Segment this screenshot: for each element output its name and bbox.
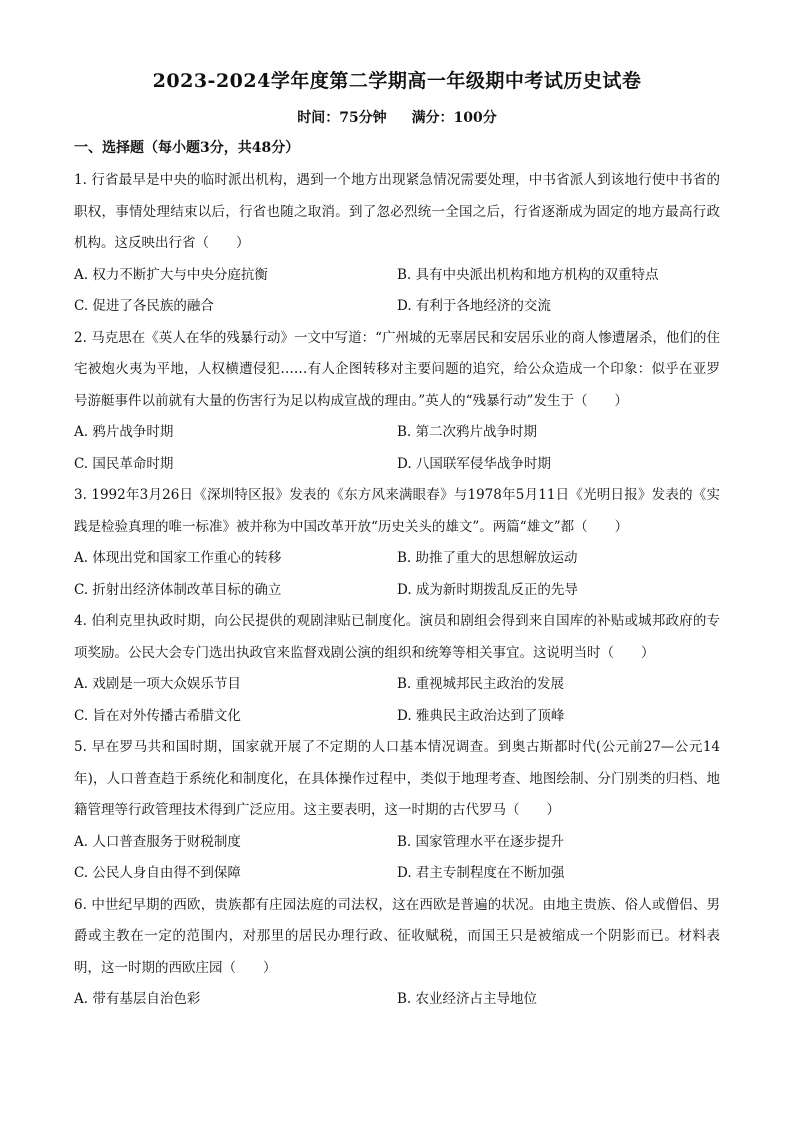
option-d: D. 八国联军侵华战争时期 bbox=[397, 455, 551, 472]
option-list bbox=[74, 417, 720, 480]
question-1 bbox=[74, 165, 720, 323]
question-stem: 3. 1992年3月26日《深圳特区报》发表的《东方风来满眼春》与1978年5月11日《光明日报》发表的《实践是检验真理的唯一标准》被并称为中国改革开放“历史关头的雄文”。两篇“雄文”都（ ） bbox=[74, 487, 720, 535]
option-c: C. 国民革命时期 bbox=[74, 455, 174, 472]
option-list bbox=[74, 827, 720, 890]
exam-info bbox=[74, 107, 720, 127]
option-d: D. 君主专制程度在不断加强 bbox=[397, 865, 565, 881]
question-stem: 2. 马克思在《英人在华的残暴行动》一文中写道：“广州城的无辜居民和安居乐业的商人惨遭屠杀，他们的住宅被炮火夷为平地，人权横遭侵犯……有人企图转移对主要问题的追究，给公众造成一个印象：似乎在亚罗号游艇事件以前就有大量的伤害行为足以构成宣战的理由。”英人的“残暴行动”发生于（ ） bbox=[74, 329, 720, 409]
option-c: C. 旨在对外传播古希腊文化 bbox=[74, 707, 241, 724]
option-b: B. 农业经济占主导地位 bbox=[397, 991, 538, 1007]
option-b: B. 具有中央派出机构和地方机构的双重特点 bbox=[397, 266, 659, 283]
question-2 bbox=[74, 323, 720, 481]
question-6 bbox=[74, 890, 720, 1016]
option-list bbox=[74, 260, 720, 323]
score-label: 满分：100分 bbox=[411, 110, 497, 126]
exam-title: 2023-2024学年度第二学期高一年级期中考试历史试卷 bbox=[152, 70, 642, 92]
option-b: B. 助推了重大的思想解放运动 bbox=[397, 550, 578, 566]
question-stem: 4. 伯利克里执政时期，向公民提供的观剧津贴已制度化。演员和剧组会得到来自国库的补贴或城邦政府的专项奖励。公民大会专门选出执政官来监督戏剧公演的组织和统筹等相关事宜。这说明当时（ ） bbox=[74, 613, 720, 661]
option-b: B. 重视城邦民主政治的发展 bbox=[397, 676, 565, 692]
option-a: A. 带有基层自治色彩 bbox=[74, 991, 201, 1007]
option-list bbox=[74, 543, 720, 606]
option-d: D. 有利于各地经济的交流 bbox=[397, 298, 551, 314]
question-stem: 6. 中世纪早期的西欧，贵族都有庄园法庭的司法权，这在西欧是普遍的状况。由地主贵族、俗人或僧侣、男爵或主教在一定的范围内，对那里的居民办理行政、征收赋税，而国王只是被缩成一个阴影而已。材料表明，这一时期的西欧庄园（ ） bbox=[74, 896, 720, 976]
question-stem: 5. 早在罗马共和国时期，国家就开展了不定期的人口基本情况调查。到奥古斯都时代(公元前27—公元14年)，人口普查趋于系统化和制度化，在具体操作过程中，类似于地理考查、地图绘制、分门别类的归档、地籍管理等行政管理技术得到广泛应用。这主要表明，这一时期的古代罗马（ ） bbox=[74, 739, 720, 818]
option-a: A. 戏剧是一项大众娱乐节目 bbox=[74, 676, 241, 692]
question-stem: 1. 行省最早是中央的临时派出机构，遇到一个地方出现紧急情况需要处理，中书省派人到该地行使中书省的职权，事情处理结束以后，行省也随之取消。到了忽必烈统一全国之后，行省逐渐成为固定的地方最高行政机构。这反映出行省（ ） bbox=[74, 172, 720, 251]
question-5 bbox=[74, 732, 720, 890]
option-a: A. 人口普查服务于财税制度 bbox=[74, 833, 241, 850]
option-d: D. 雅典民主政治达到了顶峰 bbox=[397, 707, 565, 724]
option-b: B. 国家管理水平在逐步提升 bbox=[397, 833, 565, 850]
option-list bbox=[74, 669, 720, 732]
option-c: C. 公民人身自由得不到保障 bbox=[74, 865, 241, 881]
option-c: C. 促进了各民族的融合 bbox=[74, 298, 214, 314]
option-c: C. 折射出经济体制改革目标的确立 bbox=[74, 581, 282, 598]
option-a: A. 权力不断扩大与中央分庭抗衡 bbox=[74, 266, 268, 283]
time-label: 时间：75分钟 bbox=[297, 110, 387, 126]
question-4 bbox=[74, 606, 720, 732]
option-b: B. 第二次鸦片战争时期 bbox=[397, 424, 538, 440]
section-title: 一、选择题（每小题3分，共48分） bbox=[74, 140, 300, 156]
option-list bbox=[74, 984, 720, 1016]
option-a: A. 鸦片战争时期 bbox=[74, 424, 174, 440]
question-3 bbox=[74, 480, 720, 606]
option-a: A. 体现出党和国家工作重心的转移 bbox=[74, 550, 282, 566]
option-d: D. 成为新时期拨乱反正的先导 bbox=[397, 581, 578, 598]
